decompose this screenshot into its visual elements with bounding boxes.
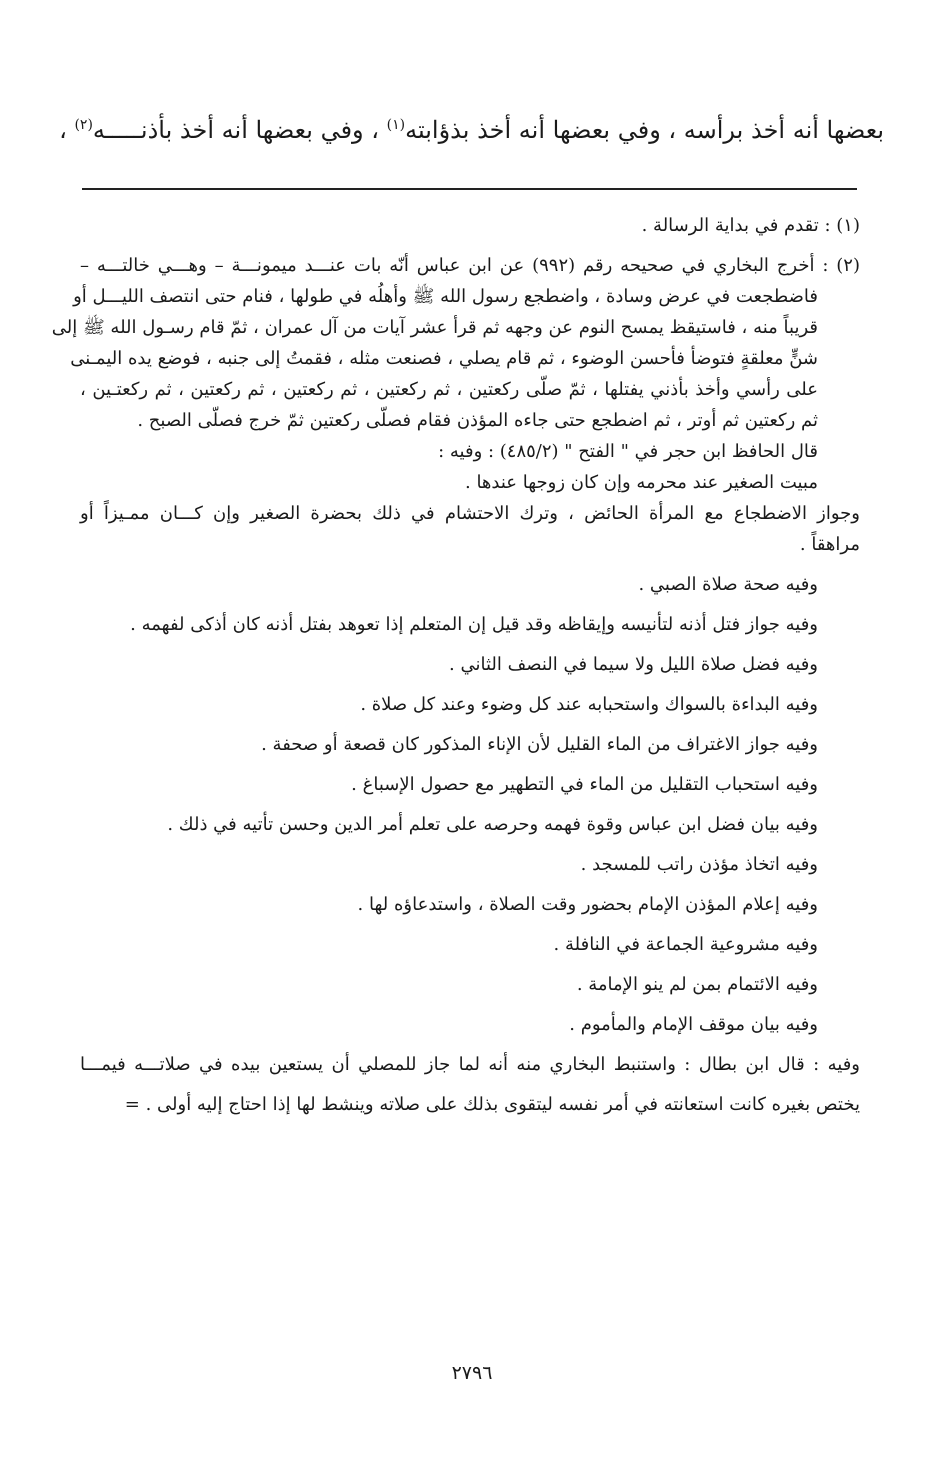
benefit-item: وفيه جواز فتل أذنه لتأنيسه وإيقاظه وقد قيل إن المتعلم إذا تعوهد بفتل أذنه كان أذكى لفهمه . [130, 614, 818, 635]
footnote-1: (١) : تقدم في بداية الرسالة . [641, 215, 860, 236]
benefit-item: وفيه اتخاذ مؤذن راتب للمسجد . [580, 854, 818, 875]
benefit-item: وفيه فضل صلاة الليل ولا سيما في النصف الثاني . [449, 654, 818, 675]
ibn-battal-line: يختص بغيره كانت استعانته في أمر نفسه ليتقوى بذلك على صلاته وينشط لها إذا احتاج إليه أولى . = [124, 1094, 860, 1115]
benefit-item: وفيه بيان فضل ابن عباس وقوة فهمه وحرصه على تعلم أمر الدين وحسن تأتيه في ذلك . [167, 814, 818, 835]
main-text-part: ، وفي بعضها أنه أخذ بأذنـــــه [92, 116, 387, 144]
footnote-2-line: ثم ركعتين ثم أوتر ، ثم اضطجع حتى جاءه المؤذن فقام فصلّى ركعتين ثمّ خرج فصلّى الصبح . [137, 410, 818, 431]
footnote-ref-2: (٢) [74, 117, 93, 133]
page-number: ٢٧٩٦ [451, 1362, 493, 1384]
footnote-2-line: فاضطجعت في عرض وسادة ، واضطجع رسول الله ﷺ وأهلُه في طولها ، فنام حتى انتصف الليـــل أو [73, 286, 818, 307]
benefit-item-continuation: مراهقاً . [799, 534, 860, 555]
footnote-ref-1: (١) [386, 117, 406, 133]
main-text-part: بعضها أنه أخذ برأسه ، وفي بعضها أنه أخذ بذؤابته [405, 116, 884, 144]
benefit-item: وفيه صحة صلاة الصبي . [638, 574, 818, 595]
benefit-item: وفيه إعلام المؤذن الإمام بحضور وقت الصلاة ، واستدعاؤه لها . [357, 894, 818, 915]
benefit-item: مبيت الصغير عند محرمه وإن كان زوجها عندها . [465, 472, 818, 493]
benefit-item: وفيه الائتمام بمن لم ينو الإمامة . [576, 974, 818, 995]
footnote-2-line: قريباً منه ، فاستيقظ يمسح النوم عن وجهه ثم قرأ عشر آيات من آل عمران ، ثمّ قام رسـول الله ﷺ إلى [51, 317, 818, 338]
benefit-item: وفيه البداءة بالسواك واستحبابه عند كل وضوء وعند كل صلاة . [360, 694, 818, 715]
benefit-item: وجواز الاضطجاع مع المرأة الحائض ، وترك الاحتشام في ذلك بحضرة الصغير وإن كـــان ممـيزاً أو [80, 503, 860, 524]
main-text-part: ، [59, 116, 75, 144]
footnote-2-line: (٢) : أخرج البخاري في صحيحه رقم (٩٩٢) عن ابن عباس أنّه بات عنـــد ميمونـــة – وهـــي خالتـــه – [80, 255, 860, 276]
footnote-2-line: على رأسي وأخذ بأذني يفتلها ، ثمّ صلّى ركعتين ، ثم ركعتين ، ثم ركعتين ، ثم ركعتين ، ثم ركعتـين ، [80, 379, 818, 400]
footnote-separator [82, 188, 857, 190]
benefit-item: وفيه استحباب التقليل من الماء في التطهير مع حصول الإسباغ . [351, 774, 818, 795]
main-text-line [60, 112, 884, 148]
footnote-2-line: شنٍّ معلقةٍ فتوضأ فأحسن الوضوء ، ثم قام يصلي ، فصنعت مثله ، فقمتُ إلى جنبه ، فوضع يده اليمـنى [70, 348, 818, 369]
footnotes [51, 210, 860, 1120]
benefit-item: وفيه جواز الاغتراف من الماء القليل لأن الإناء المذكور كان قصعة أو صحفة . [261, 734, 818, 755]
benefit-item: وفيه مشروعية الجماعة في النافلة . [553, 934, 818, 955]
ibn-battal-line: وفيه : قال ابن بطال : واستنبط البخاري منه أنه لما جاز للمصلي أن يستعين بيده في صلاتـــه فيمـــا [80, 1054, 860, 1075]
benefit-item: وفيه بيان موقف الإمام والمأموم . [569, 1014, 818, 1035]
hafidh-quote-intro: قال الحافظ ابن حجر في " الفتح " (٤٨٥/٢) : وفيه : [438, 441, 818, 462]
